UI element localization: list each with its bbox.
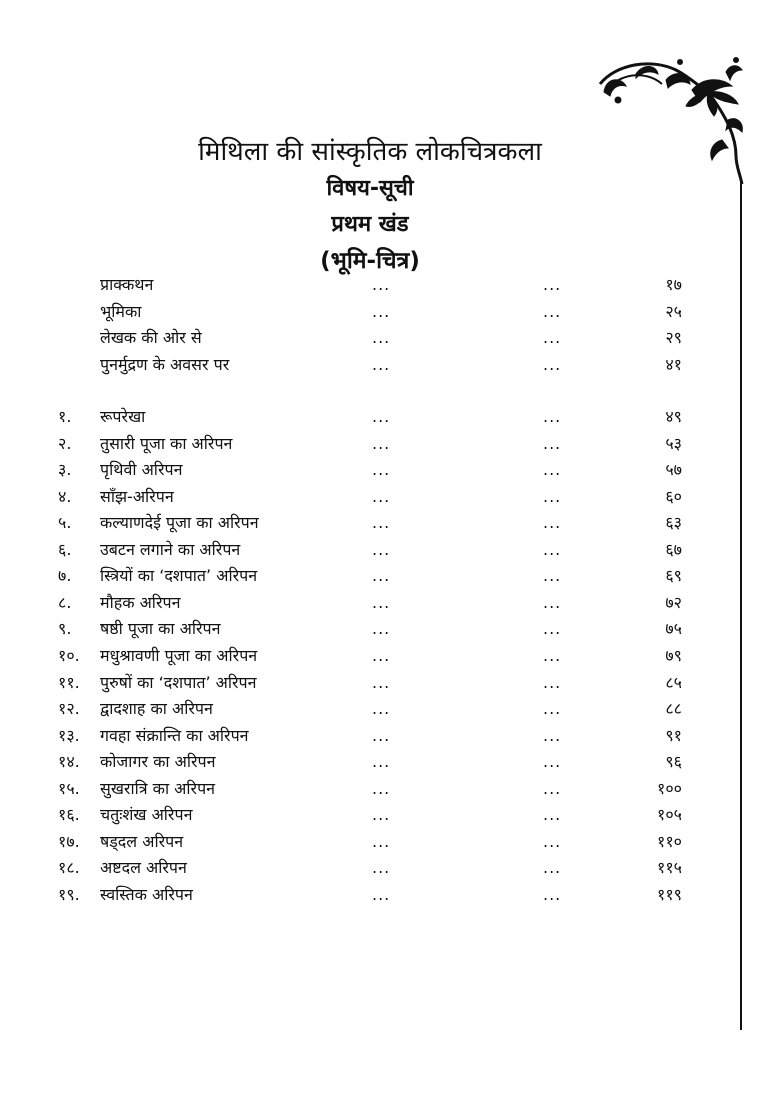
toc-row[interactable] xyxy=(0,299,740,325)
leader-dots: ... xyxy=(372,645,391,665)
toc-entry-title: षड्दल अरिपन xyxy=(100,831,184,851)
toc-row[interactable] xyxy=(0,829,740,855)
toc-entry-title: उबटन लगाने का अरिपन xyxy=(100,539,241,559)
leader-dots: ... xyxy=(372,539,391,559)
toc-entry-title: तुसारी पूजा का अरिपन xyxy=(100,433,233,453)
leader-dots: ... xyxy=(543,645,562,665)
toc-page-number: ५३ xyxy=(665,433,682,453)
toc-entry-title: साँझ-अरिपन xyxy=(100,486,174,506)
leader-dots: ... xyxy=(543,460,562,480)
toc-entry-title: चतुःशंख अरिपन xyxy=(100,805,193,825)
chapter-number: १०. xyxy=(58,645,80,665)
leader-dots: ... xyxy=(372,592,391,612)
toc-entry-title: अष्टदल अरिपन xyxy=(100,858,187,878)
leader-dots: ... xyxy=(372,831,391,851)
chapter-number: ६. xyxy=(58,539,72,559)
toc-entry-title: मधुश्रावणी पूजा का अरिपन xyxy=(100,645,258,665)
leader-dots: ... xyxy=(543,831,562,851)
toc-page-number: ११५ xyxy=(657,858,682,878)
leader-dots: ... xyxy=(372,805,391,825)
toc-page-number: ६७ xyxy=(665,539,682,559)
toc-row[interactable] xyxy=(0,484,740,510)
chapter-number: ९. xyxy=(58,619,72,639)
leader-dots: ... xyxy=(372,752,391,772)
toc-page-number: १७ xyxy=(665,275,682,294)
toc-row[interactable] xyxy=(0,325,740,351)
leader-dots: ... xyxy=(372,672,391,692)
leader-dots: ... xyxy=(543,513,562,533)
leader-dots: ... xyxy=(372,486,391,506)
toc-row[interactable] xyxy=(0,670,740,696)
toc-entry-title: पुरुषों का ‘दशपात’ अरिपन xyxy=(100,672,257,692)
toc-row[interactable] xyxy=(0,643,740,669)
chapter-number: ३. xyxy=(58,460,72,480)
leader-dots: ... xyxy=(372,858,391,878)
leader-dots: ... xyxy=(543,884,562,904)
chapter-number: १. xyxy=(58,407,72,426)
toc-page-number: २५ xyxy=(665,301,682,321)
leader-dots: ... xyxy=(543,328,562,347)
toc-row[interactable] xyxy=(0,431,740,457)
toc-entry-title: कोजागर का अरिपन xyxy=(100,752,216,772)
toc-page-number: ८५ xyxy=(665,672,682,692)
toc-row[interactable] xyxy=(0,352,740,378)
toc-entry-title: सुखरात्रि का अरिपन xyxy=(100,778,216,798)
leader-dots: ... xyxy=(543,805,562,825)
toc-page-number: १०० xyxy=(657,778,682,798)
toc-entry-title: प्राक्कथन xyxy=(100,275,154,294)
toc-entry-title: रूपरेखा xyxy=(100,407,146,426)
toc-entry-title: पृथिवी अरिपन xyxy=(100,460,183,480)
toc-page-number: ९१ xyxy=(665,725,682,745)
toc-page-number: ४९ xyxy=(665,407,682,426)
toc-row[interactable] xyxy=(0,457,740,483)
leader-dots: ... xyxy=(372,725,391,745)
chapter-number: ८. xyxy=(58,592,72,612)
leader-dots: ... xyxy=(372,328,391,347)
toc-entry-title: द्वादशाह का अरिपन xyxy=(100,699,213,719)
toc-page-number: ६० xyxy=(665,486,682,506)
leader-dots: ... xyxy=(372,884,391,904)
toc-page-number: ७२ xyxy=(665,592,682,612)
book-title: मिथिला की सांस्कृतिक लोकचित्रकला xyxy=(198,137,542,167)
leader-dots: ... xyxy=(543,433,562,453)
section-subheading: (भूमि-चित्र) xyxy=(320,248,420,274)
leader-dots: ... xyxy=(543,858,562,878)
toc-entry-title: लेखक की ओर से xyxy=(100,328,202,347)
leader-dots: ... xyxy=(372,566,391,586)
toc-page-number: ११९ xyxy=(657,884,682,904)
leader-dots: ... xyxy=(543,566,562,586)
leader-dots: ... xyxy=(372,460,391,480)
chapter-number: १६. xyxy=(58,805,80,825)
toc-row[interactable] xyxy=(0,404,740,430)
toc-page-number: ४१ xyxy=(665,354,682,374)
leader-dots: ... xyxy=(372,433,391,453)
toc-row[interactable] xyxy=(0,723,740,749)
leader-dots: ... xyxy=(372,407,391,426)
leader-dots: ... xyxy=(543,301,562,321)
chapter-number: १८. xyxy=(58,858,80,878)
toc-row[interactable] xyxy=(0,749,740,775)
toc-row[interactable] xyxy=(0,616,740,642)
toc-entry-title: भूमिका xyxy=(100,301,142,321)
toc-entry-title: पुनर्मुद्रण के अवसर पर xyxy=(100,354,230,374)
vertical-rule xyxy=(740,180,742,1030)
toc-entry-title: स्वस्तिक अरिपन xyxy=(100,884,193,904)
contents-heading: विषय-सूची xyxy=(326,176,414,201)
leader-dots: ... xyxy=(543,672,562,692)
toc-page-number: ११० xyxy=(657,831,682,851)
leader-dots: ... xyxy=(372,513,391,533)
leader-dots: ... xyxy=(543,539,562,559)
leader-dots: ... xyxy=(372,354,391,374)
toc-page-number: ७९ xyxy=(665,645,682,665)
toc-page-number: ७५ xyxy=(665,619,682,639)
section-heading: प्रथम खंड xyxy=(331,212,409,237)
leader-dots: ... xyxy=(543,486,562,506)
toc-row[interactable] xyxy=(0,696,740,722)
leader-dots: ... xyxy=(372,619,391,639)
leader-dots: ... xyxy=(543,592,562,612)
leader-dots: ... xyxy=(543,619,562,639)
leader-dots: ... xyxy=(372,778,391,798)
chapter-number: १४. xyxy=(58,752,80,772)
toc-page-number: ९६ xyxy=(665,752,682,772)
toc-row[interactable] xyxy=(0,563,740,589)
toc-row[interactable] xyxy=(0,510,740,536)
toc-page-number: ६९ xyxy=(665,566,682,586)
leader-dots: ... xyxy=(543,275,562,294)
toc-row[interactable] xyxy=(0,855,740,881)
toc-page-number: ५७ xyxy=(665,460,682,480)
toc-row[interactable] xyxy=(0,537,740,563)
toc-page-number: ६३ xyxy=(665,513,682,533)
leader-dots: ... xyxy=(372,301,391,321)
leader-dots: ... xyxy=(543,354,562,374)
toc-entry-title: मौहक अरिपन xyxy=(100,592,181,612)
toc-row[interactable] xyxy=(0,272,740,298)
chapter-number: ११. xyxy=(58,672,80,692)
leader-dots: ... xyxy=(372,275,391,294)
chapter-number: ५. xyxy=(58,513,72,533)
leader-dots: ... xyxy=(372,699,391,719)
leader-dots: ... xyxy=(543,407,562,426)
toc-entry-title: कल्याणदेई पूजा का अरिपन xyxy=(100,513,259,533)
chapter-number: १२. xyxy=(58,699,80,719)
toc-page-number: १०५ xyxy=(657,805,682,825)
leader-dots: ... xyxy=(543,725,562,745)
toc-entry-title: स्त्रियों का ‘दशपात’ अरिपन xyxy=(100,566,258,586)
toc-entry-title: गवहा संक्रान्ति का अरिपन xyxy=(100,725,249,745)
leader-dots: ... xyxy=(543,699,562,719)
chapter-number: ४. xyxy=(58,486,72,506)
toc-row[interactable] xyxy=(0,590,740,616)
chapter-number: १५. xyxy=(58,778,80,798)
leader-dots: ... xyxy=(543,752,562,772)
chapter-number: ७. xyxy=(58,566,72,586)
toc-row[interactable] xyxy=(0,802,740,828)
leader-dots: ... xyxy=(543,778,562,798)
toc-entry-title: षष्ठी पूजा का अरिपन xyxy=(100,619,221,639)
chapter-number: १७. xyxy=(58,831,80,851)
toc-row[interactable] xyxy=(0,776,740,802)
chapter-number: १९. xyxy=(58,884,80,904)
toc-page-number: ८८ xyxy=(665,699,682,719)
toc-row[interactable] xyxy=(0,882,740,908)
chapter-number: २. xyxy=(58,433,72,453)
chapter-number: १३. xyxy=(58,725,80,745)
toc-page-number: २९ xyxy=(665,328,682,347)
